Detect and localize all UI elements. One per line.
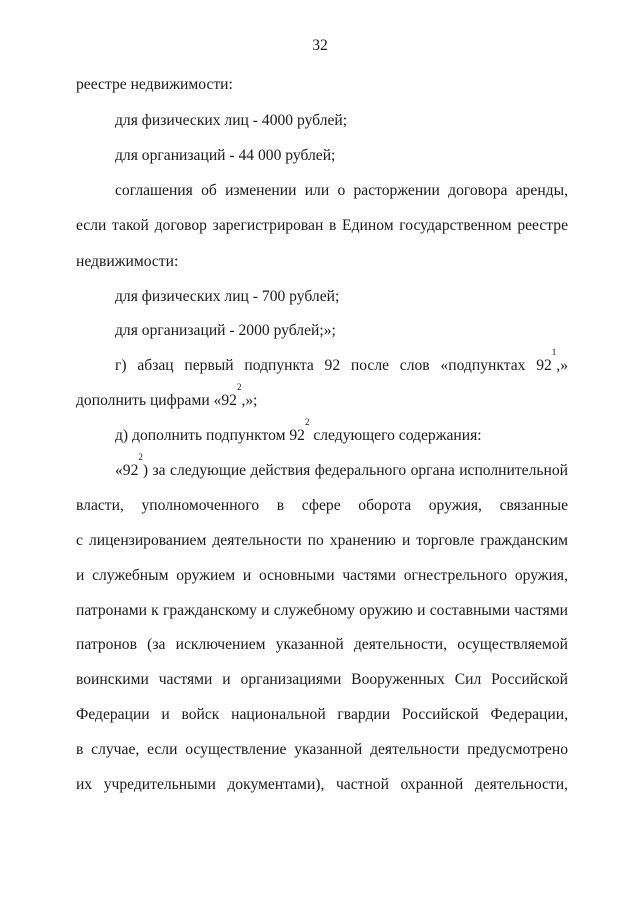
text-segment: д) дополнить подпунктом 92 [115, 427, 305, 444]
text-line: соглашения об изменении или о расторжении договора аренды, [115, 182, 568, 199]
text-segment: ,»; [241, 392, 258, 409]
text-line: в случае, если осуществление указанной деятельности предусмотрено [76, 741, 568, 758]
text-segment: г) абзац первый подпункта 92 после слов «подпунктах 92 [115, 357, 552, 374]
text-line: власти, уполномоченного в сфере оборота оружия, связанные [76, 497, 568, 514]
superscript: 2 [304, 417, 310, 427]
text-line: если такой договор зарегистрирован в Едином государственном реестре [76, 217, 568, 234]
text-line [115, 417, 568, 447]
text-line: для организаций - 2000 рублей;»; [115, 322, 336, 339]
text-segment: дополнить цифрами «92 [76, 392, 237, 409]
text-line [76, 382, 568, 412]
text-line: и служебным оружием и основными частями огнестрельного оружия, [76, 567, 568, 584]
text-segment: «92 [115, 462, 139, 479]
text-line: Федерации и войск национальной гвардии Российской Федерации, [76, 706, 568, 723]
text-line [115, 347, 568, 377]
text-line: для физических лиц - 4000 рублей; [115, 112, 348, 129]
text-line: их учредительными документами), частной охранной деятельности, [76, 776, 568, 793]
text-line: недвижимости: [76, 253, 179, 270]
text-segment: ,» [556, 357, 568, 374]
superscript: 2 [138, 452, 143, 462]
text-line: для организаций - 44 000 рублей; [115, 147, 336, 164]
text-line: с лицензированием деятельности по хранению и торговле гражданским [76, 532, 568, 549]
text-segment: следующего содержания: [309, 427, 482, 444]
text-line: для физических лиц - 700 рублей; [115, 288, 340, 305]
text-line: патронами к гражданскому и служебному оружию и составными частями [76, 602, 568, 619]
text-segment: ) за следующие действия федерального органа исполнительной [142, 462, 568, 479]
page-number: 32 [312, 37, 328, 54]
text-line: реестре недвижимости: [76, 76, 233, 93]
text-line: патронов (за исключением указанной деятельности, осуществляемой [76, 636, 568, 653]
superscript: 2 [236, 382, 242, 392]
text-line: воинскими частями и организациями Вооруженных Сил Российской [76, 671, 568, 688]
text-line [115, 452, 568, 482]
superscript: 1 [551, 347, 557, 357]
